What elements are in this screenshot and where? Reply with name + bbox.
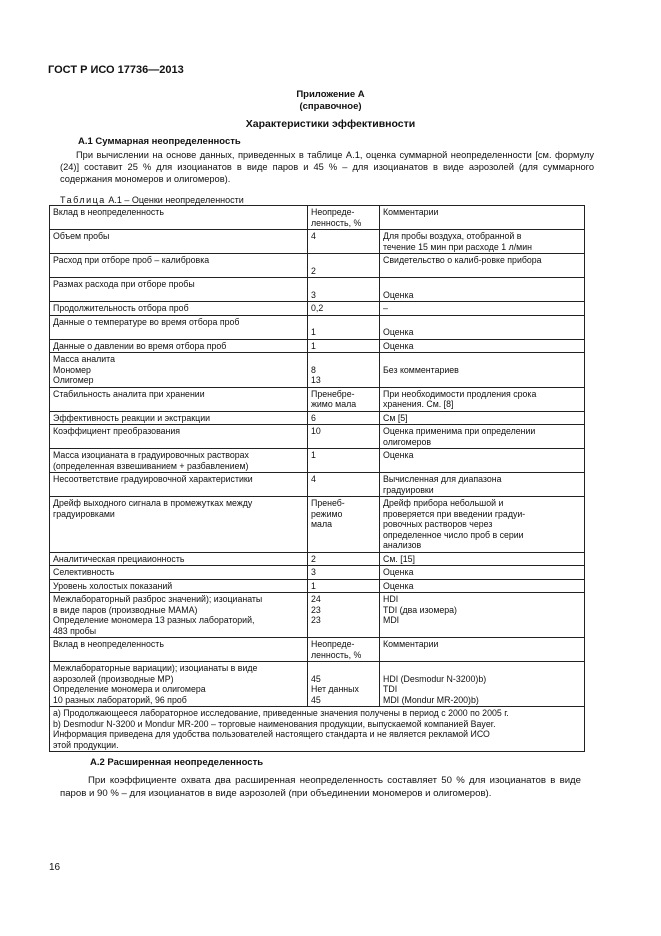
header-cell: Неопреде- ленность, % (308, 206, 380, 230)
header-cell: Вклад в неопределенность (50, 206, 308, 230)
table-header-row (50, 638, 585, 662)
table-cell: Свидетельство о калиб-ровке прибора (380, 254, 585, 278)
table-row (50, 552, 585, 566)
table-cell: Дрейф выходного сигнала в промежутках между градуировками (50, 497, 308, 553)
table-cell: Оценка (380, 449, 585, 473)
table-row (50, 278, 585, 302)
table-cell: 1 (308, 315, 380, 339)
table-cell: Данные о температуре во время отбора проб (50, 315, 308, 339)
table-cell: Расход при отборе проб – калибровка (50, 254, 308, 278)
a1-heading: А.1 Суммарная неопределенность (78, 136, 241, 147)
table-row (50, 230, 585, 254)
appendix-subtitle: (справочное) (299, 101, 362, 112)
appendix-heading (0, 89, 661, 113)
table-cell: 4 (308, 230, 380, 254)
table-cell: Селективность (50, 566, 308, 580)
a1-paragraph: При вычислении на основе данных, приведенных в таблице А.1, оценка суммарной неопределенности [см. формулу (24)] составит 25 % для изоцианатов в виде паров и 45 % – для изоцианатов в виде аэрозолей (для суммарного содержания мономеров и олигомеров). (60, 150, 594, 184)
section-title: Характеристики эффективности (245, 118, 416, 130)
table-row (50, 566, 585, 580)
table-cell: Данные о давлении во время отбора проб (50, 339, 308, 353)
table-row (50, 339, 585, 353)
table-cell: 1 (308, 579, 380, 593)
table-footnote-row (50, 707, 585, 752)
footnote-b-cont: Информация приведена для удобства пользователей настоящего стандарта и не является рекламой ИСО (53, 729, 490, 739)
table-cell: 45 Нет данных 45 (308, 662, 380, 707)
table-row (50, 497, 585, 553)
table-cell: HDI (Desmodur N-3200)b) TDI MDI (Mondur MR-200)b) (380, 662, 585, 707)
table-cell: Оценка (380, 566, 585, 580)
table-row (50, 579, 585, 593)
table-row (50, 473, 585, 497)
table-row (50, 353, 585, 388)
table-cell: См [5] (380, 411, 585, 425)
table-cell: Оценка (380, 315, 585, 339)
a2-paragraph: При коэффициенте охвата два расширенная неопределенность составляет 50 % для изоцианатов в виде паров и 90 % – для изоцианатов в виде аэрозолей (при объединении мономеров и олигомеров). (60, 775, 581, 799)
table-cell: 10 (308, 425, 380, 449)
table-cell: 0,2 (308, 302, 380, 316)
table-row (50, 449, 585, 473)
table-cell: Оценка (380, 579, 585, 593)
footnote-a: a) Продолжающееся лабораторное исследование, приведенные значения получены в период с 2000 по 2005 г. (53, 708, 509, 718)
a2-heading: А.2 Расширенная неопределенность (90, 757, 264, 768)
table-cell: При необходимости продления срока хранения. См. [8] (380, 387, 585, 411)
table-cell: 8 13 (308, 353, 380, 388)
table-cell: 1 (308, 339, 380, 353)
table-row (50, 411, 585, 425)
table-row (50, 662, 585, 707)
table-cell: Оценка (380, 278, 585, 302)
table-row (50, 593, 585, 638)
table-row (50, 302, 585, 316)
footnote-b-end: этой продукции. (53, 739, 119, 750)
table-cell: Межлабораторный разброс значений); изоцианаты в виде паров (производные МАМА) Определение мономера 13 разных лабораторий, 483 пробы (50, 593, 308, 638)
table-cell: 24 23 23 (308, 593, 380, 638)
table-cell: Пренебре- жимо мала (308, 387, 380, 411)
table-row (50, 254, 585, 278)
table-caption-text: А.1 – Оценки неопределенности (108, 195, 244, 205)
table-cell: 2 (308, 552, 380, 566)
table-cell: – (380, 302, 585, 316)
table-cell: Для пробы воздуха, отобранной в течение 15 мин при расходе 1 л/мин (380, 230, 585, 254)
uncertainty-table (49, 205, 585, 752)
table-cell: HDI TDI (два изомера) MDI (380, 593, 585, 638)
table-cell: 6 (308, 411, 380, 425)
table-footnotes (50, 707, 585, 752)
table-cell: Дрейф прибора небольшой и проверяется при введении градуи- ровочных растворов через определенное число проб в серии анализов (380, 497, 585, 553)
table-cell: Размах расхода при отборе пробы (50, 278, 308, 302)
header-cell: Неопреде- ленность, % (308, 638, 380, 662)
table-cell: См. [15] (380, 552, 585, 566)
footnote-b: b) Desmodur N-3200 и Mondur MR-200 – торговые наименования продукции, выпускаемой компанией Bayer. (53, 718, 496, 729)
table-cell: Пренеб- режимо мала (308, 497, 380, 553)
table-cell: Несоответствие градуировочной характеристики (50, 473, 308, 497)
table-cell: 3 (308, 278, 380, 302)
table-row (50, 425, 585, 449)
table-cell: Масса изоцианата в градуировочных растворах (определенная взвешиванием + разбавлением) (50, 449, 308, 473)
header-cell: Комментарии (380, 638, 585, 662)
table-cell: 1 (308, 449, 380, 473)
page-number: 16 (49, 862, 61, 873)
table-cell: Аналитическая прециаионность (50, 552, 308, 566)
table-cell: 4 (308, 473, 380, 497)
table-row (50, 387, 585, 411)
table-cell: Коэффициент преобразования (50, 425, 308, 449)
table-cell: Вычисленная для диапазона градуировки (380, 473, 585, 497)
table-cell: Оценка (380, 339, 585, 353)
header-cell: Комментарии (380, 206, 585, 230)
table-cell: 3 (308, 566, 380, 580)
table-header-row (50, 206, 585, 230)
appendix-title: Приложение А (296, 89, 365, 100)
table-cell: Оценка применима при определении олигомеров (380, 425, 585, 449)
table-cell: Межлабораторные вариации); изоцианаты в виде аэрозолей (производные МР) Определение мономера и олигомера 10 разных лабораторий, 96 проб (50, 662, 308, 707)
table-cell: 2 (308, 254, 380, 278)
document-header: ГОСТ Р ИСО 17736—2013 (48, 64, 184, 76)
table-cell: Объем пробы (50, 230, 308, 254)
table-row (50, 315, 585, 339)
table-cell: Продолжительность отбора проб (50, 302, 308, 316)
table-cell: Масса аналита Мономер Олигомер (50, 353, 308, 388)
header-cell: Вклад в неопределенность (50, 638, 308, 662)
table-cell: Уровень холостых показаний (50, 579, 308, 593)
table-caption-label: Таблица (60, 195, 106, 205)
table-caption (60, 195, 244, 205)
table-cell: Эффективность реакции и экстракции (50, 411, 308, 425)
table-cell: Стабильность аналита при хранении (50, 387, 308, 411)
table-cell: Без комментариев (380, 353, 585, 388)
